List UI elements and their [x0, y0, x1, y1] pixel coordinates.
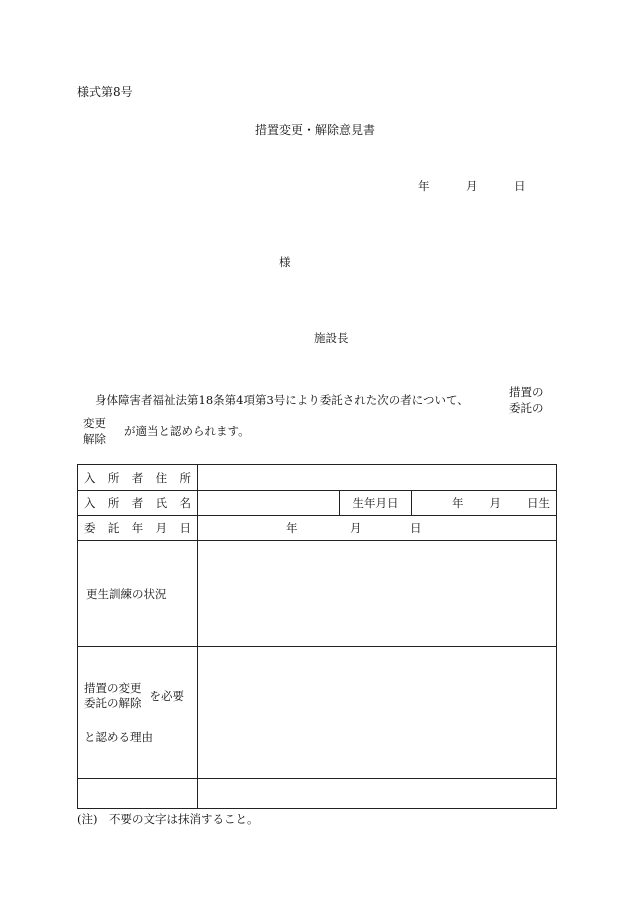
row-commission-date [78, 516, 557, 541]
choice-measure: 措置の [509, 385, 544, 399]
birth-date-label: 生年月日 [340, 491, 412, 516]
body-sentence-2: が適当と認められます。 [124, 424, 250, 438]
information-table [77, 464, 557, 809]
training-status-label: 更生訓練の状況 [78, 541, 198, 647]
date-year: 年 [418, 179, 430, 193]
row-blank [78, 779, 557, 809]
reason-label [78, 647, 198, 779]
footnote: (注) 不要の文字は抹消すること。 [77, 812, 259, 826]
choice-cancel: 解除 [83, 432, 106, 446]
reason-line-commission-cancel: 委託の解除 [84, 695, 142, 710]
row-reason [78, 647, 557, 779]
address-field[interactable] [198, 465, 557, 491]
row-name [78, 491, 557, 516]
training-status-field[interactable] [198, 541, 557, 647]
commission-date-label: 委 託 年 月 日 [78, 516, 198, 541]
sender-title: 施設長 [314, 331, 349, 345]
row-training-status [78, 541, 557, 647]
birth-date-field[interactable]: 年 月 日生 [412, 491, 557, 516]
body-sentence-1: 身体障害者福祉法第18条第4項第3号により委託された次の者について、 [95, 393, 469, 407]
commission-date-field[interactable]: 年 月 日 [198, 516, 557, 541]
document-title: 措置変更・解除意見書 [255, 123, 376, 137]
date-day: 日 [514, 179, 526, 193]
name-label: 入 所 者 氏 名 [78, 491, 198, 516]
reason-line-recognized: と認める理由 [84, 729, 153, 744]
row-address [78, 465, 557, 491]
blank-field[interactable] [198, 779, 557, 809]
reason-line-measure-change: 措置の変更 [84, 680, 142, 695]
reason-field[interactable] [198, 647, 557, 779]
name-field[interactable] [198, 491, 340, 516]
addressee-suffix: 様 [279, 255, 291, 269]
blank-label-cell [78, 779, 198, 809]
choice-change: 変更 [83, 416, 106, 430]
form-number: 様式第8号 [77, 85, 133, 99]
choice-commission: 委託の [509, 401, 544, 415]
date-month: 月 [466, 179, 478, 193]
address-label: 入 所 者 住 所 [78, 465, 198, 491]
reason-suffix: を必要 [149, 688, 184, 703]
